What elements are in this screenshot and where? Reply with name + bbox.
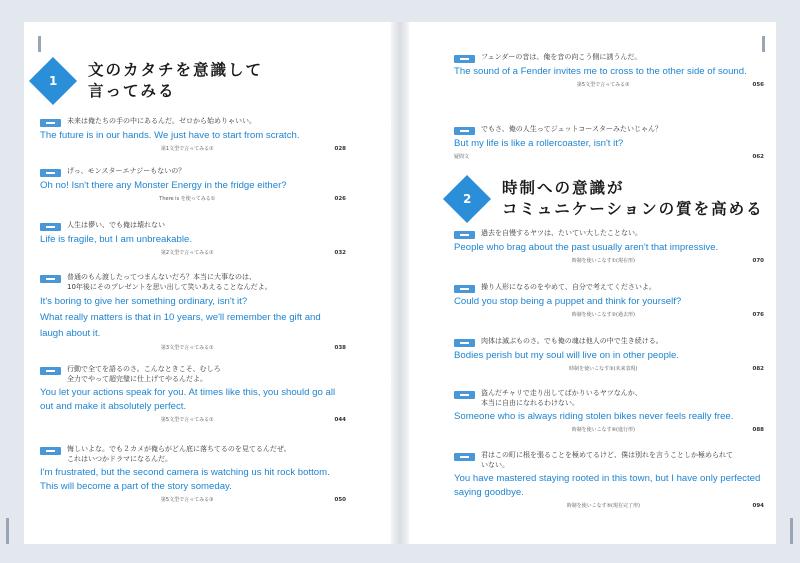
- page-number: 032: [334, 249, 346, 256]
- phrase-entry: [40, 364, 346, 423]
- phrase-entry: [454, 282, 764, 318]
- phrase-tag-icon: [40, 447, 61, 455]
- phrase-entry: [454, 450, 764, 509]
- english-text: You have mastered staying rooted in this town, but I have only perfected saying goodbye.: [454, 473, 761, 498]
- phrase-entry: [40, 444, 346, 503]
- phrase-entry: [40, 116, 346, 152]
- phrase-entry: [454, 124, 764, 160]
- page-number: 050: [334, 496, 346, 503]
- source-label: 第1文型で言ってみる①: [160, 146, 214, 152]
- english-text: Life is fragile, but I am unbreakable.: [40, 234, 192, 245]
- source-label: 時制を使いこなす③(未来表現): [569, 366, 638, 372]
- page-number: 070: [752, 257, 764, 264]
- page-number: 088: [752, 426, 764, 433]
- japanese-text: 悔しいよな。でも２カメが俺らがどん底に落ちてるのを見てるんだぜ。 これはいつかドラマになるんだ。: [67, 445, 291, 463]
- japanese-text: 操り人形になるのをやめて、自分で考えてくださいよ。: [481, 283, 656, 291]
- source-label: 疑問文: [454, 154, 470, 160]
- source-label: 第5文型で言ってみる②: [576, 82, 630, 88]
- japanese-text: げっ、モンスターエナジーもないの？: [67, 167, 186, 175]
- page-number: 076: [752, 311, 764, 318]
- phrase-tag-icon: [454, 391, 475, 399]
- english-text: You let your actions speak for you. At times like this, you should go all out and make it absolutely perfect.: [40, 387, 336, 412]
- phrase-entry: [40, 272, 346, 351]
- phrase-entry: [454, 388, 764, 433]
- phrase-tag-icon: [454, 453, 475, 461]
- corner-mark: [762, 36, 765, 52]
- phrase-tag-icon: [40, 169, 61, 177]
- phrase-tag-icon: [40, 119, 61, 127]
- section-2-header: [450, 178, 764, 220]
- source-label: 第2文型で言ってみる①: [160, 250, 214, 256]
- source-label: 時制を使いこなす④(進行形): [571, 427, 635, 433]
- page-number: 028: [334, 145, 346, 152]
- page-number: 082: [752, 365, 764, 372]
- english-text: The sound of a Fender invites me to cross to the other side of sound.: [454, 66, 747, 77]
- source-label: 時制を使いこなす⑤(現在完了形): [566, 503, 640, 509]
- phrase-entry: [454, 228, 764, 264]
- english-text: The future is in our hands. We just have to start from scratch.: [40, 130, 300, 141]
- phrase-entry: [454, 336, 764, 372]
- english-text: People who brag about the past usually aren't that impressive.: [454, 242, 719, 253]
- source-label: There is を使ってみる①: [159, 196, 216, 202]
- phrase-entry: [454, 52, 764, 88]
- page-number: 094: [752, 502, 764, 509]
- japanese-text: でもさ、俺の人生ってジェットコースターみたいじゃん？: [481, 125, 662, 133]
- english-text: Bodies perish but my soul will live on in other people.: [454, 350, 680, 361]
- source-label: 時制を使いこなす②(過去形): [571, 312, 635, 318]
- section-number-badge: 2: [443, 175, 491, 223]
- phrase-entry: [40, 220, 346, 256]
- source-label: 時制を使いこなす①(現在形): [571, 258, 635, 264]
- page-number: 062: [752, 153, 764, 160]
- japanese-text: 人生は儚い、でも俺は壊れない: [67, 221, 165, 229]
- page-number: 038: [334, 344, 346, 351]
- english-text: Could you stop being a puppet and think for yourself?: [454, 296, 682, 307]
- english-text: I'm frustrated, but the second camera is watching us hit rock bottom. This will become a part of the story someday.: [40, 467, 330, 492]
- side-mark: [6, 518, 9, 544]
- english-text: Someone who is always riding stolen bikes never feels really free.: [454, 411, 734, 422]
- page-number: 056: [752, 81, 764, 88]
- section-number-badge: 1: [29, 57, 77, 105]
- english-text: It's boring to give her something ordinary, isn't it? What really matters is that in 10 years, we'll remember the gift and laugh about it.: [40, 296, 321, 339]
- japanese-text: 肉体は滅ぶものさ。でも俺の魂は他人の中で生き続ける。: [481, 337, 663, 345]
- source-label: 第3文型で言ってみる①: [160, 345, 214, 351]
- japanese-text: 過去を自慢するヤツは、たいてい大したことない。: [481, 229, 642, 237]
- page-number: 044: [334, 416, 346, 423]
- phrase-tag-icon: [454, 231, 475, 239]
- section-title: 時制への意識が コミュニケーションの質を高める: [502, 179, 764, 218]
- source-label: 第5文型で言ってみる③: [160, 497, 214, 503]
- section-title: 文のカタチを意識して 言ってみる: [88, 61, 264, 100]
- japanese-text: フェンダーの音は、俺を音の向こう側に誘うんだ。: [481, 53, 642, 61]
- japanese-text: 盗んだチャリで走り出してばかりいるヤツなんか、 本当に自由になれるわけない。: [481, 389, 642, 407]
- phrase-tag-icon: [454, 285, 475, 293]
- corner-mark: [38, 36, 41, 52]
- phrase-tag-icon: [454, 127, 475, 135]
- phrase-tag-icon: [454, 55, 475, 63]
- japanese-text: 行動で全てを語るのさ。こんなときこそ、むしろ 全力でやって超完璧に仕上げてやるんだよ。: [67, 365, 221, 383]
- source-label: 第5文型で言ってみる①: [160, 417, 214, 423]
- section-1-header: [36, 60, 263, 102]
- phrase-entry: [40, 166, 346, 202]
- english-text: Oh no! Isn't there any Monster Energy in the fridge either?: [40, 180, 287, 191]
- phrase-tag-icon: [40, 367, 61, 375]
- japanese-text: 君はこの町に根を張ることを極めてるけど、僕は別れを言うことしか極められて いない。: [481, 451, 733, 469]
- phrase-tag-icon: [454, 339, 475, 347]
- phrase-tag-icon: [40, 275, 61, 283]
- japanese-text: 未来は俺たちの手の中にあるんだ。ゼロから始めりゃいい。: [67, 117, 256, 125]
- book-spine: [391, 22, 409, 544]
- side-mark: [790, 518, 793, 544]
- phrase-tag-icon: [40, 223, 61, 231]
- page-number: 026: [334, 195, 346, 202]
- japanese-text: 普通のもん渡したってつまんないだろ？本当に大事なのは、 10年後にそのプレゼントを思い出して笑いあえることなんだよ。: [67, 273, 272, 291]
- english-text: But my life is like a rollercoaster, isn't it?: [454, 138, 624, 149]
